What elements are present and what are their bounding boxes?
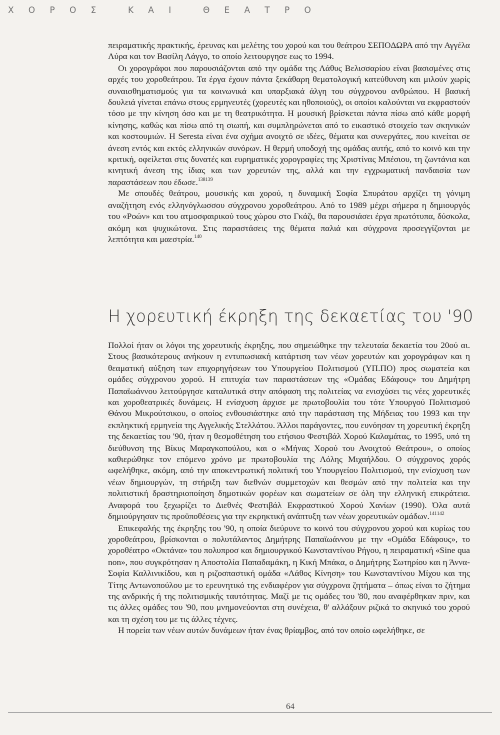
paragraph: Πολλοί ήταν οι λόγοι της χορευτικής έκρηξης, που σημειώθηκε την τελευταία δεκαετία του 20ού αι. Στους βασικότερους ανήκουν η εντυπωσιακή κατάρτιση των νέων χορευτών και χορογράφων και η θεαματική αύξηση των επιχορηγήσεων του Υπουργείου Πολιτισμού (ΥΠ.ΠΟ) προς σωματεία και ομάδες σύγχρονου χορού. Η επιτυχία των παραστάσεων της «Ομάδας Εδάφους» του Δημήτρη Παπαϊωάννου λειτούργησε καταλυτικά στην απόφαση της πολιτείας να ενισχύσει τις νέες χορευτικές και χοροθεατρικές δυνάμεις. Η ενίσχυση άρχισε με πρωτοβουλία του τότε Υπουργού Πολιτισμού Θάνου Μικρούτσικου, ο οποίος ενθουσιάστηκε από την παράσταση της Μήδειας του 1993 και την εκπληκτική ερμηνεία της Αγγελικής Στελλάτου. Άλλοι παράγοντες, που ευνόησαν τη χορευτική έκρηξη της δεκαετίας του '90, ήταν η θεσμοθέτηση του ετήσιου Φεστιβάλ Χορού Καλαμάτας, το 1995, υπό τη διεύθυνση της Βίκυς Μαραγκοπούλου, και ο «Μήνας Χορού του Ανοιχτού Θεάτρου», ο οποίος καθιερώθηκε τον επόμενο χρόνο με πρωτοβουλία της Λόλης Μιχαήλδου. Ο σύγχρονος χορός ωφελήθηκε, ακόμη, από την αποκεντρωτική πολιτική του Υπουργείου Πολιτισμού, την ενίσχυση των νέων δημιουργών, τη στήριξη των διεθνών συμμετοχών και θεσμών από την πολιτεία και την πολιτιστική δραστηριοποίηση δημοτικών φορέων και σωματείων σε όλη την ελληνική επικράτεια. Αναφορά του ξεχωρίζει το Διεθνές Φεστιβάλ Εκφραστικού Χορού Χανίων (1990). Όλα αυτά δημιούργησαν τις προϋποθέσεις για την εκρηκτική ανάπτυξη των νέων χορευτικών ομάδων.$^{141142}$ bbox=[108, 340, 470, 522]
paragraph: Οι χορογράφοι που παρουσιάζονται από την ομάδα της Λάθυς Βελισσαρίου είναι βασισμένες στις αρχές του χοροθεάτρου. Τα έργα έχουν πάντα ξεκάθαρη θεματολογική κατεύθυνση και μιλούν χωρίς συναισθηματισμούς για τα κοινωνικά και υπαρξιακά άλγη του σύγχρονου ανθρώπου. Η βασική δουλειά γίνεται επάνω στους ερμηνευτές (χορευτές και ηθοποιούς), οι οποίοι καλούνται να εκφραστούν τόσο με την κίνηση όσο και με τη θεατρικότητα. Η μουσική βρίσκεται πάντα πίσω από κάθε μορφή κίνησης, καθώς και πίσω από τη σιωπή, και συμπληρώνεται από το εικαστικό στοιχείο των σκηνικών και κοστουμιών. Η Seresta είναι ένα σχήμα ανοιχτό σε ιδέες, θέματα και συνεργάτες, που κινείται σε άνεση εντός και εκτός ελληνικών συνόρων. Η θερμή υποδοχή της ομάδας αυτής, από το κοινό και την κριτική, οφείλεται στις δυνατές και ευρηματικές χορογραφίες της Χριστίνας Μπέσιου, τη ζωντάνια και κινητική άνεση της ίδιας και των χορευτών της, αλλά και την εγχρωματική πανδαισία των παραστάσεων που έδωσε.$^{138139}$ bbox=[108, 62, 470, 187]
running-head: ΧΟΡΟΣ ΚΑΙ ΘΕΑΤΡΟ bbox=[8, 6, 326, 16]
footnote-ref: 140 bbox=[194, 235, 202, 241]
top-text-column bbox=[108, 40, 470, 245]
page-number: 64 bbox=[286, 701, 295, 711]
paragraph: Με σπουδές θεάτρου, μουσικής και χορού, η δυναμική Σοφία Σπυράτου αρχίζει τη γόνιμη αναζήτηση ενός ελληνόγλωσσου σύγχρονου χοροθεάτρου. Από το 1989 μέχρι σήμερα η δημιουργός του «Ροών» και του ατμοσφαιρικού τους χώρου στο Γκάζι, θα παρουσιάσει έργα πρωτότυπα, δύσκολα, ακόμη και ψυχικώτονα. Στις παραστάσεις της θέματα παλιά και σύγχρονα προσεγγίζονται με λεπτότητα και μαεστρία.$^{140}$ bbox=[108, 188, 470, 244]
bottom-text-column bbox=[108, 340, 470, 637]
paragraph: πειραματικής πρακτικής, έρευνας και μελέτης του χορού και του θεάτρου ΣΕΠΟΔΩΡΑ από την Αγγέλα Λύρα και τον Βασίλη Λάγγο, το οποίο λειτουργησε εως το 1994. bbox=[108, 40, 470, 62]
paragraph: Η πορεία των νέων αυτών δυνάμεων ήταν ένας θρίαμβος, από τον οποίο ωφελήθηκε, σε bbox=[118, 625, 425, 636]
section-heading: Η χορευτική έκρηξη της δεκαετίας του '90 bbox=[108, 307, 474, 326]
footnote-ref: 142 bbox=[436, 512, 445, 518]
footnote-ref: 138 bbox=[197, 177, 206, 183]
footnote-ref: 139 bbox=[205, 177, 213, 183]
paragraph: Επικεφαλής της έκρηξης του '90, η οποία διεύρυνε το κοινό του σύγχρονου χορού και κυρίως του χοροθεάτρου, βρίσκονται ο πολυτάλαντος Δημήτρης Παπαϊωάννου με την «Ομάδα Εδάφους», το χοροθέατρο «Οκτάνα» του πολυπροσ και δημιουργικού Κωνσταντίνου Ρήγου, η πειραματική «Sine qua non», που συγκρότησαν η Αποστολία Παπαδαμάκη, η Κική Μπάκα, ο Δημήτρης Σωτηρίου και η Άννα-Σοφία Καλλινικίδου, και η ριζοσπαστική ομάδα «Λάθος Κίνηση» του Κωνσταντίνου Μίχου και της Τίτης Αντωνοπούλου με το ερευνητικό της ενδιαφέρον για σύγχρονα ζητήματα – όπως είναι το ζήτημα της ανδρικής ή της πολιτισμικής ταυτότητας. Μαζί με τις ομάδες του '80, που αναφέρθηκαν πριν, και τις άλλες ομάδες του '90, που μνημονεύονται στη συνέχεια, θ' αλλάξουν ριζικά το σκηνικό του χορού και τη σχέση του με τις άλλες τέχνες. bbox=[108, 522, 470, 624]
footnote-ref: 141 bbox=[429, 512, 437, 518]
footer-rule bbox=[8, 712, 492, 713]
